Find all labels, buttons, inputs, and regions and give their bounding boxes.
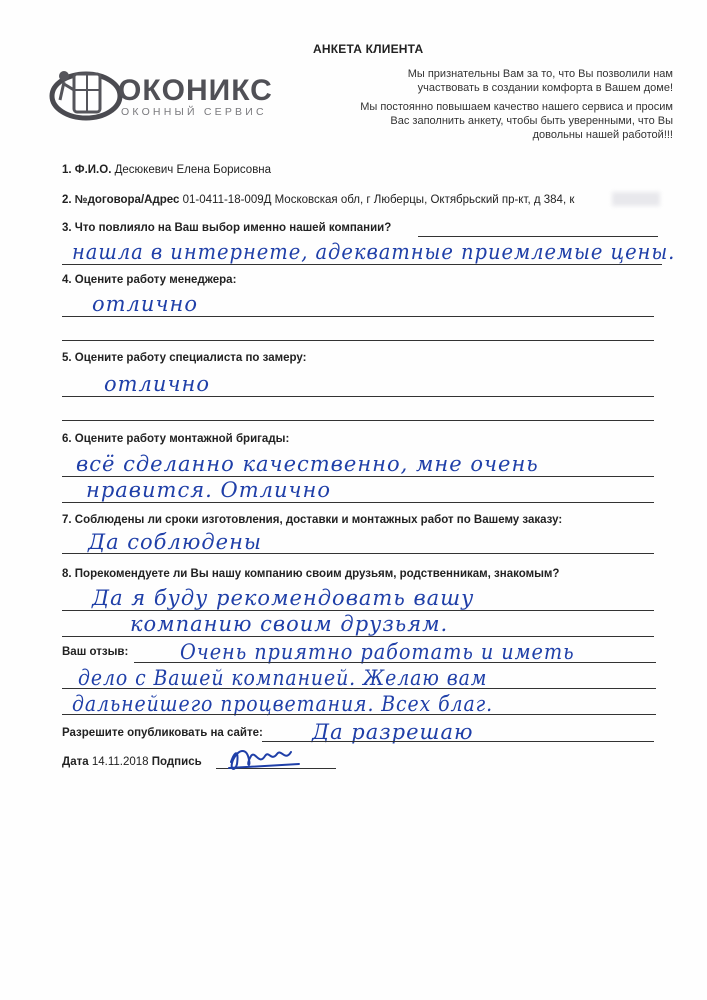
logo-figure-head bbox=[59, 71, 69, 81]
answer-line bbox=[62, 396, 654, 397]
answer-5: отлично bbox=[104, 372, 210, 396]
redacted-area bbox=[612, 192, 660, 206]
review-row bbox=[62, 646, 128, 658]
answer-8-line-2: компанию своим друзьям. bbox=[130, 612, 449, 636]
question-6-label: 6. Оцените работу монтажной бригады: bbox=[62, 433, 290, 445]
publish-answer: Да разрешаю bbox=[312, 720, 474, 744]
answer-line bbox=[62, 610, 654, 611]
question-5 bbox=[62, 352, 306, 364]
answer-line bbox=[62, 553, 654, 554]
question-4-label: 4. Оцените работу менеджера: bbox=[62, 274, 237, 286]
answer-line bbox=[62, 714, 656, 715]
date-row bbox=[62, 756, 202, 768]
fio-row bbox=[62, 164, 271, 176]
brand-subtitle: ОКОННЫЙ СЕРВИС bbox=[121, 106, 267, 118]
answer-6-line-2: нравится. Отлично bbox=[86, 478, 332, 502]
intro-thanks: Мы признательны Вам за то, что Вы позволили нам участвовать в создании комфорта в Вашем доме! bbox=[407, 68, 673, 94]
question-7-label: 7. Соблюдены ли сроки изготовления, доставки и монтажных работ по Вашему заказу: bbox=[62, 514, 563, 526]
date-label: Дата bbox=[62, 756, 89, 768]
publish-label: Разрешите опубликовать на сайте: bbox=[62, 727, 263, 739]
answer-3: нашла в интернете, адекватные приемлемые цены. bbox=[72, 240, 676, 264]
question-5-label: 5. Оцените работу специалиста по замеру: bbox=[62, 352, 307, 364]
fio-label: 1. Ф.И.О. bbox=[62, 164, 112, 176]
question-8 bbox=[62, 568, 559, 580]
question-6 bbox=[62, 433, 289, 445]
intro-request: Мы постоянно повышаем качество нашего сервиса и просим Вас заполнить анкету, чтобы быть уверенными, что Вы довольны нашей работой!!! bbox=[360, 101, 673, 141]
answer-line bbox=[62, 636, 654, 637]
contract-label: 2. №договора/Адрес bbox=[62, 194, 180, 206]
signature-label: Подпись bbox=[151, 756, 202, 768]
question-3-label: 3. Что повлияло на Ваш выбор именно нашей компании? bbox=[62, 222, 392, 234]
question-7 bbox=[62, 514, 562, 526]
form-title: АНКЕТА КЛИЕНТА bbox=[313, 42, 424, 56]
answer-line bbox=[262, 741, 654, 742]
question-8-label: 8. Порекомендуете ли Вы нашу компанию своим друзьям, родственникам, знакомым? bbox=[62, 568, 560, 580]
answer-line bbox=[62, 420, 654, 421]
contract-row bbox=[62, 194, 574, 206]
answer-7: Да соблюдены bbox=[88, 530, 263, 554]
answer-8-line-1: Да я буду рекомендовать вашу bbox=[92, 586, 475, 610]
brand-name: ОКОНИКС bbox=[118, 74, 273, 107]
answer-line bbox=[62, 688, 656, 689]
answer-line bbox=[134, 662, 656, 663]
answer-line bbox=[62, 316, 654, 317]
review-label: Ваш отзыв: bbox=[62, 646, 129, 658]
review-line-2: дело с Вашей компанией. Желаю вам bbox=[78, 666, 488, 690]
review-line-3: дальнейшего процветания. Всех благ. bbox=[72, 692, 494, 716]
handwritten-signature bbox=[225, 742, 305, 776]
question-3 bbox=[62, 222, 391, 234]
answer-6-line-1: всё сделанно качественно, мне очень bbox=[76, 452, 539, 476]
answer-line bbox=[62, 476, 654, 477]
answer-line bbox=[62, 502, 654, 503]
answer-line bbox=[62, 264, 662, 265]
date-value: 14.11.2018 bbox=[91, 756, 149, 768]
question-4 bbox=[62, 274, 236, 286]
review-line-1: Очень приятно работать и иметь bbox=[180, 640, 575, 664]
contract-value: 01-0411-18-009Д Московская обл, г Люберцы, Октябрьский пр-кт, д 384, к bbox=[182, 194, 575, 206]
fio-value: Десюкевич Елена Борисовна bbox=[114, 164, 272, 176]
answer-line bbox=[62, 340, 654, 341]
answer-4: отлично bbox=[92, 292, 198, 316]
answer-line bbox=[418, 236, 658, 237]
publish-row bbox=[62, 727, 263, 739]
